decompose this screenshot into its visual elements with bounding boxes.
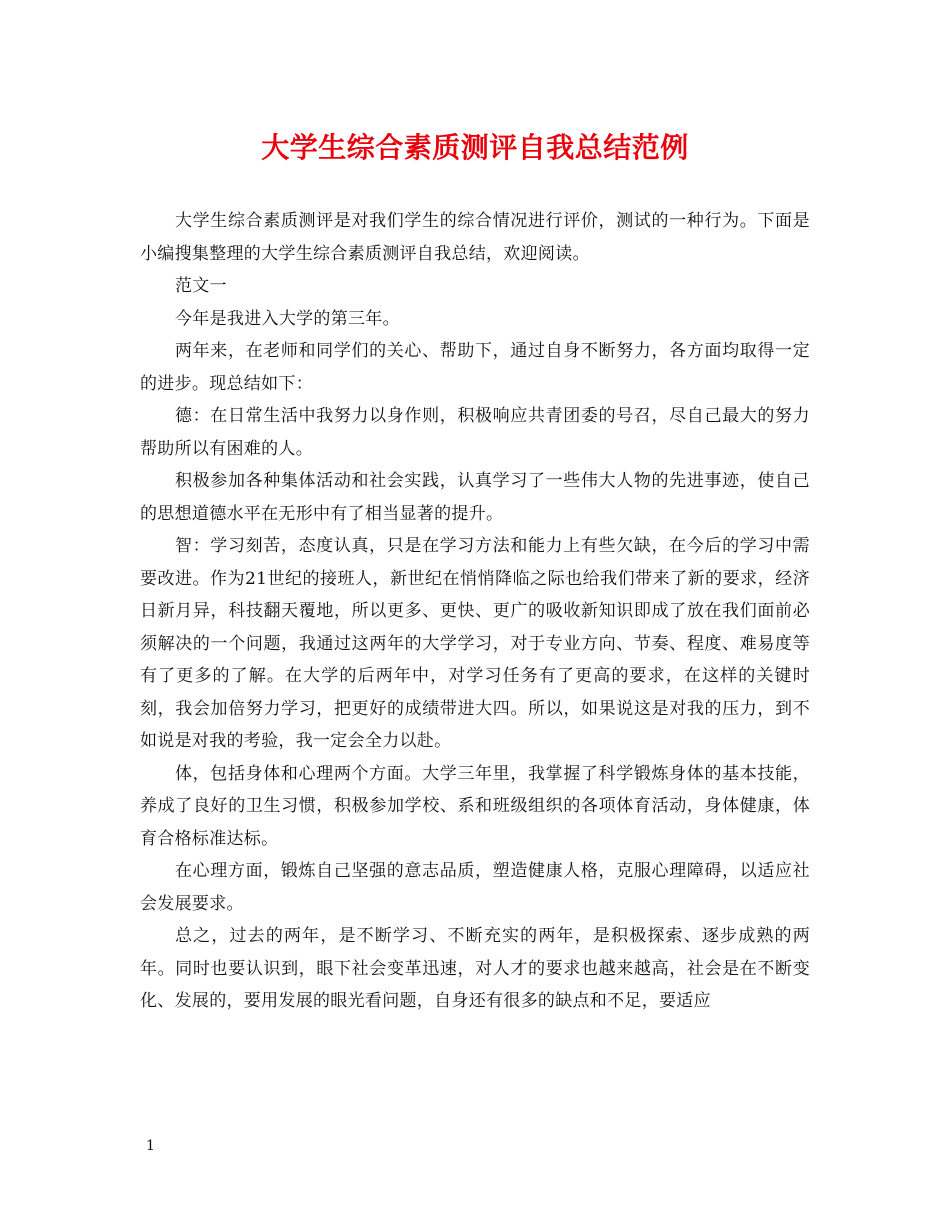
paragraph-summary: 总之，过去的两年，是不断学习、不断充实的两年，是积极探索、逐步成熟的两年。同时也要认识到，眼下社会变革迅速，对人才的要求也越来越高，社会是在不断变化、发展的，要用发展的眼光看问题，自身还有很多的缺点和不足，要适应 [140, 926, 810, 1011]
paragraph-activities: 积极参加各种集体活动和社会实践，认真学习了一些伟大人物的先进事迹，使自己的思想道德水平在无形中有了相当显著的提升。 [140, 471, 810, 524]
paragraph-third-year: 今年是我进入大学的第三年。 [175, 308, 400, 329]
paragraph-morality: 德：在日常生活中我努力以身作则，积极响应共青团委的号召，尽自己最大的努力帮助所以有困难的人。 [140, 406, 810, 459]
paragraph-two-years: 两年来，在老师和同学们的关心、帮助下，通过自身不断努力，各方面均取得一定的进步。现总结如下： [140, 341, 810, 394]
paragraph-psychology: 在心理方面，锻炼自己坚强的意志品质，塑造健康人格，克服心理障碍，以适应社会发展要求。 [140, 861, 810, 914]
page-number: 1 [146, 1138, 155, 1154]
paragraph-physical: 体，包括身体和心理两个方面。大学三年里，我掌握了科学锻炼身体的基本技能，养成了良好的卫生习惯，积极参加学校、系和班级组织的各项体育活动，身体健康，体育合格标准达标。 [140, 763, 810, 849]
paragraph-sample-heading: 范文一 [175, 276, 227, 296]
paragraph-intro: 大学生综合素质测评是对我们学生的综合情况进行评价，测试的一种行为。下面是小编搜集整理的大学生综合素质测评自我总结，欢迎阅读。 [140, 211, 810, 264]
paragraph-intelligence: 智：学习刻苦，态度认真，只是在学习方法和能力上有些欠缺，在今后的学习中需要改进。作为21世纪的接班人，新世纪在悄悄降临之际也给我们带来了新的要求，经济日新月异，科技翻天覆地，所以更多、更快、更广的吸收新知识即成了放在我们面前必须解决的一个问题，我通过这两年的大学学习，对于专业方向、节奏、程度、难易度等有了更多的了解。在大学的后两年中，对学习任务有了更高的要求，在这样的关键时刻，我会加倍努力学习，把更好的成绩带进大四。所以，如果说这是对我的压力，到不如说是对我的考验，我一定会全力以赴。 [140, 536, 810, 751]
document-title: 大学生综合素质测评自我总结范例 [261, 131, 689, 164]
document-body [140, 205, 810, 1018]
